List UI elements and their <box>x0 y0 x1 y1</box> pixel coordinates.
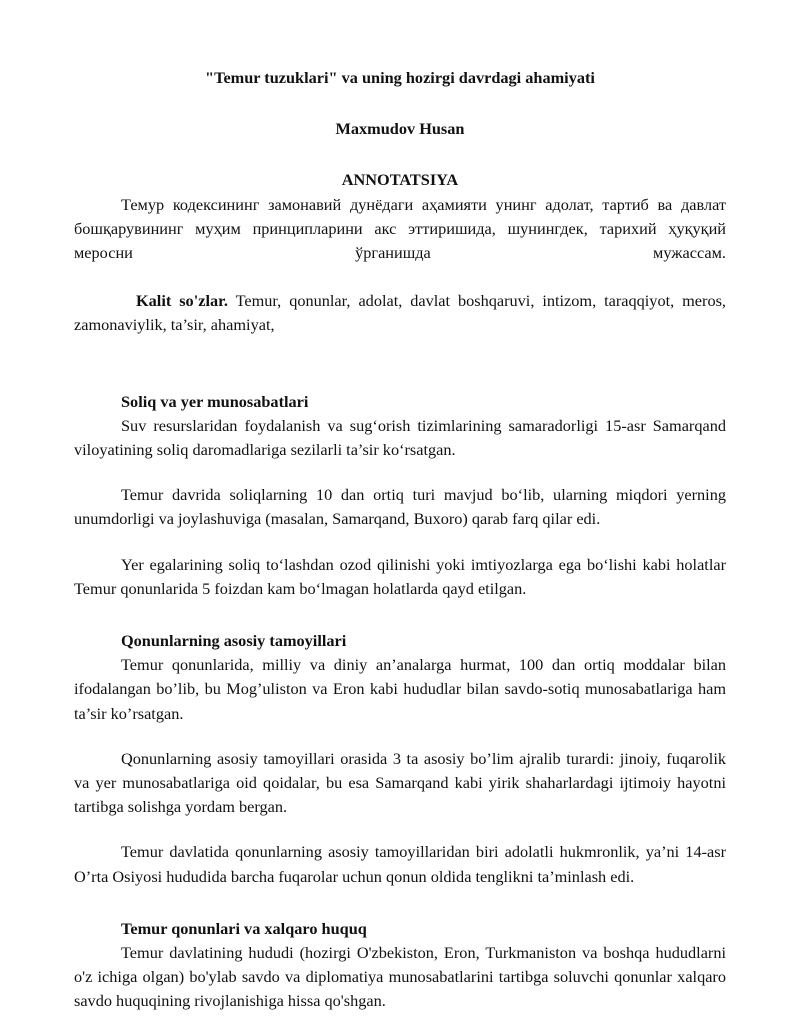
annotation-heading: ANNOTATSIYA <box>341 170 459 190</box>
section-paragraph: Suv resurslaridan foydalanish va sug‘orish tizimlarining samaradorligi 15-asr Samarqand viloyatining soliq daromadlariga sezilarli ta’sir ko‘rsatgan. <box>74 415 726 460</box>
document-title: "Temur tuzuklari" va uning hozirgi davrdagi ahamiyati <box>205 68 595 87</box>
keywords-paragraph <box>74 289 726 337</box>
keywords-text: Temur, qonunlar, adolat, davlat boshqaruvi, intizom, taraqqiyot, meros, zamonaviylik, ta’sir, ahamiyat, <box>74 291 726 335</box>
section-paragraph: Temur davlatining hududi (hozirgi O'zbekiston, Eron, Turkmaniston va boshqa hududlarni o'z ichiga olgan) bo'ylab savdo va diplomatiya munosabatlarini tartibga soluvchi qonunlar xalqaro savdo huquqining rivojlanishiga hissa qo'shgan. <box>74 943 726 1011</box>
page-content <box>74 66 726 1014</box>
section-heading-qonunlar: Qonunlarning asosiy tamoyillari <box>121 631 347 651</box>
section-paragraph: Temur davlatida qonunlarning asosiy tamoyillaridan biri adolatli hukmronlik, ya’ni 14-asr O’rta Osiyosi hududida barcha fuqarolar uchun qonun oldida tenglikni ta’minlash edi. <box>74 842 726 886</box>
abstract-paragraph: Темур кодексининг замонавий дунёдаги аҳамияти унинг адолат, тартиб ва давлат бошқарувининг муҳим принципларини акс эттиришида, шунингдек, тарихий ҳуқуқий меросни ўрганишда мужассам. <box>74 194 726 263</box>
section-heading-xalqaro: Temur qonunlari va xalqaro huquq <box>121 918 367 938</box>
author-name: Maxmudov Husan <box>335 119 465 139</box>
section-heading-soliq: Soliq va yer munosabatlari <box>121 391 309 411</box>
section-paragraph: Qonunlarning asosiy tamoyillari orasida 3 ta asosiy bo’lim ajralib turardi: jinoiy, fuqarolik va yer munosabatlariga oid qoidalar, bu esa Samarqand kabi yirik shaharlardagi ijtimoiy hayotni tartibga solishga yordam bergan. <box>74 748 726 817</box>
section-paragraph: Temur qonunlarida, milliy va diniy an’analarga hurmat, 100 dan ortiq moddalar bilan ifodalangan bo’lib, bu Mog’uliston va Eron kabi hududlar bilan savdo-sotiq munosabatlariga ham ta’sir ko’rsatgan. <box>74 655 726 723</box>
section-paragraph: Temur davrida soliqlarning 10 dan ortiq turi mavjud bo‘lib, ularning miqdori yerning unumdorligi va joylashuviga (masalan, Samarqand, Buxoro) qarab farq qilar edi. <box>74 485 726 529</box>
section-paragraph: Yer egalarining soliq to‘lashdan ozod qilinishi yoki imtiyozlarga ega bo‘lishi kabi holatlar Temur qonunlarida 5 foizdan kam bo‘lmagan holatlarda qayd etilgan. <box>74 554 726 598</box>
keywords-label: Kalit so'zlar. <box>136 291 228 311</box>
